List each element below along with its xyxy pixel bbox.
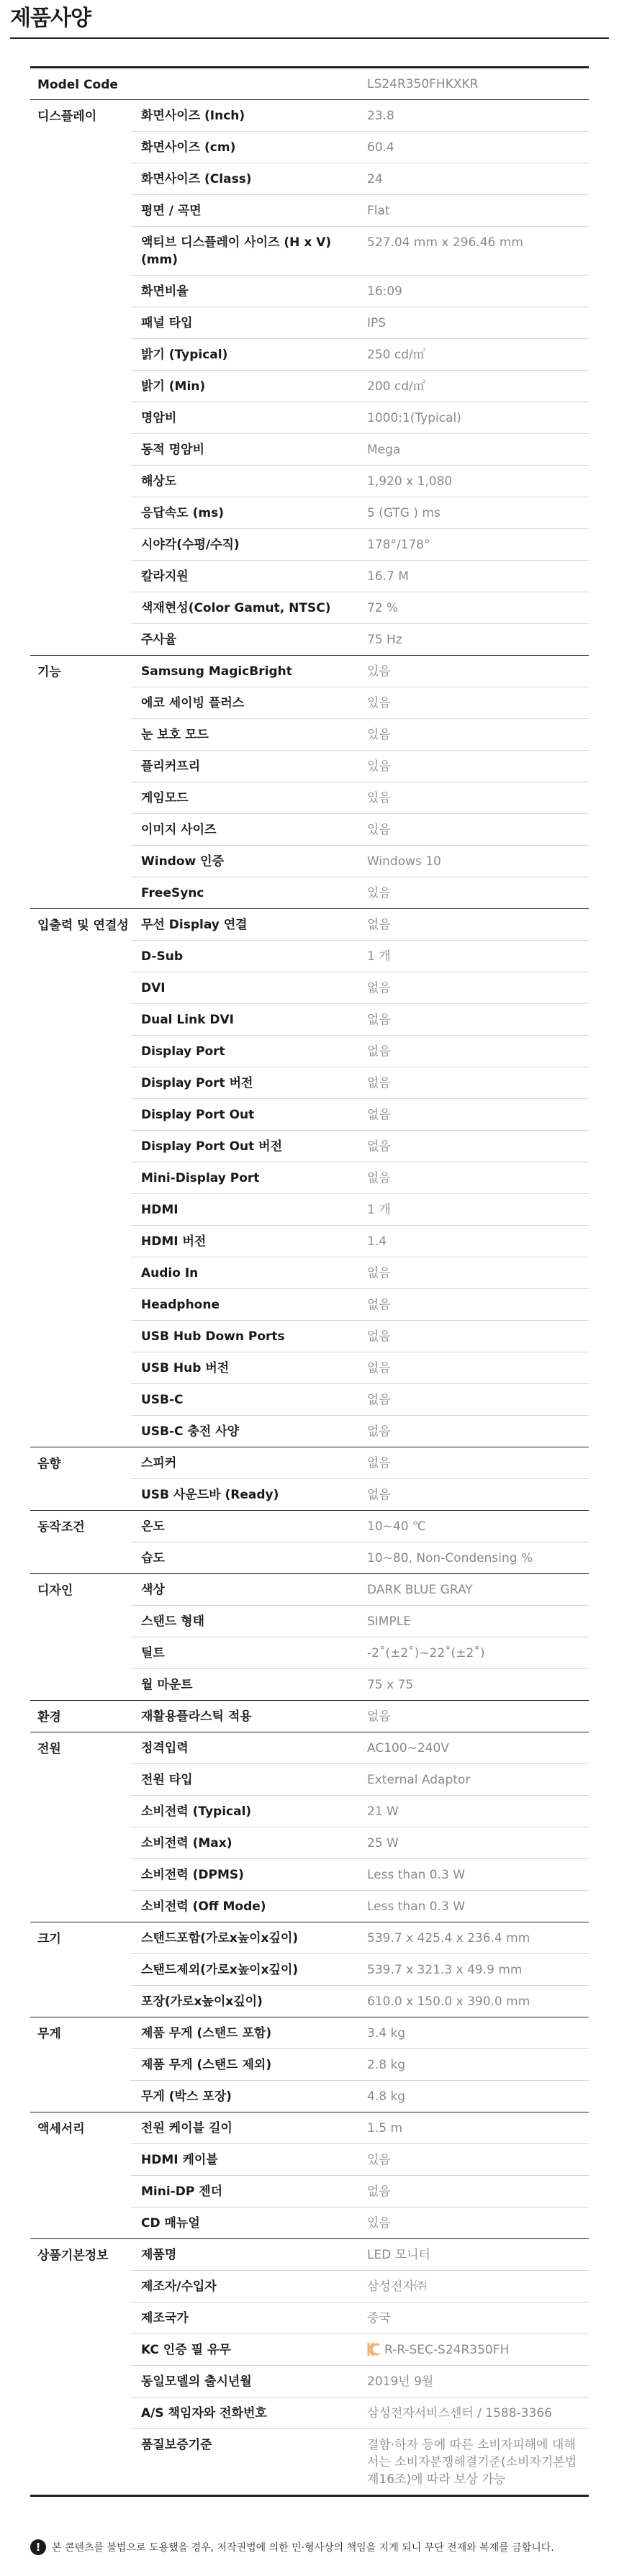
- spec-label: 시야각(수평/수직): [141, 538, 240, 552]
- spec-row: [131, 2048, 589, 2080]
- spec-table: [30, 66, 589, 2497]
- spec-row: [131, 592, 589, 623]
- spec-value: 24: [367, 172, 383, 186]
- spec-label: 색재현성(Color Gamut, NTSC): [141, 601, 331, 615]
- spec-label: Mini-Display Port: [141, 1171, 260, 1185]
- spec-row: [131, 402, 589, 433]
- spec-row: [131, 1130, 589, 1162]
- spec-label: 눈 보호 모드: [141, 728, 209, 742]
- spec-value: 없음: [367, 1361, 391, 1375]
- spec-label: USB 사운드바 (Ready): [141, 1488, 279, 1502]
- section-rows: [131, 1701, 589, 1732]
- spec-row: [131, 813, 589, 845]
- spec-value: 없음: [367, 1424, 391, 1439]
- spec-value: 1000:1(Typical): [367, 411, 461, 425]
- spec-value: 527.04 mm x 296.46 mm: [367, 235, 523, 250]
- model-code-row: [30, 68, 589, 99]
- spec-value: 없음: [367, 981, 391, 995]
- spec-value: 없음: [367, 1456, 391, 1470]
- spec-label: 에코 세이빙 플러스: [141, 696, 245, 710]
- spec-row: [131, 1383, 589, 1415]
- spec-row: [131, 782, 589, 813]
- spec-label: Samsung MagicBright: [141, 664, 292, 679]
- spec-value: Less than 0.3 W: [367, 1868, 466, 1882]
- spec-value: 삼성전자서비스센터 / 1588-3366: [367, 2406, 552, 2421]
- spec-label: FreeSync: [141, 886, 204, 900]
- spec-value: Windows 10: [367, 854, 441, 869]
- spec-value: Flat: [367, 204, 390, 218]
- spec-section: [30, 1573, 589, 1700]
- spec-label: 정격입력: [141, 1741, 189, 1755]
- spec-label: HDMI 케이블: [141, 2153, 218, 2167]
- spec-label: 월 마운트: [141, 1678, 193, 1692]
- section-label: 액세서리: [37, 2122, 85, 2136]
- spec-label: Display Port 버전: [141, 1076, 253, 1090]
- spec-label: 전원 케이블 길이: [141, 2121, 232, 2136]
- spec-row: [131, 1035, 589, 1067]
- spec-value: 72 %: [367, 601, 399, 615]
- spec-row: [131, 2239, 589, 2270]
- spec-value: 없음: [367, 1044, 391, 1059]
- spec-label: 제조자/수입자: [141, 2279, 217, 2294]
- section-rows: [131, 1511, 589, 1573]
- spec-value: LED 모니터: [367, 2248, 430, 2262]
- spec-label: 품질보증기준: [141, 2438, 212, 2452]
- section-rows: [131, 2112, 589, 2238]
- spec-row: [131, 1447, 589, 1478]
- spec-label: 틸트: [141, 1646, 165, 1660]
- spec-label: 무선 Display 연결: [141, 918, 248, 932]
- spec-value: IPS: [367, 316, 387, 330]
- spec-label: HDMI 버전: [141, 1234, 207, 1249]
- section-rows: [131, 1447, 589, 1510]
- notice-text: 본 콘텐츠를 불법으로 도용했을 경우, 저작권법에 의한 민·형사상의 책임을 지게 되니 무단 전재와 복제를 금합니다.: [52, 2542, 554, 2554]
- spec-row: [131, 194, 589, 226]
- section-label: 동작조건: [37, 1520, 85, 1535]
- spec-row: [131, 1701, 589, 1732]
- spec-value: 있음: [367, 2153, 391, 2167]
- spec-label: 스탠드 형태: [141, 1614, 205, 1629]
- spec-value: 23.8: [367, 109, 394, 123]
- spec-row: [131, 1288, 589, 1320]
- spec-value: 있음: [367, 728, 391, 742]
- spec-row: [131, 2112, 589, 2143]
- spec-value: 539.7 x 321.3 x 49.9 mm: [367, 1963, 523, 1977]
- spec-row: [131, 2080, 589, 2112]
- spec-value: 1.4: [367, 1234, 387, 1249]
- spec-value: 없음: [367, 1393, 391, 1407]
- spec-row: [131, 465, 589, 497]
- spec-row: [131, 2207, 589, 2238]
- spec-row: [131, 307, 589, 338]
- spec-row: [131, 1257, 589, 1288]
- spec-label: 제품 무게 (스탠드 포함): [141, 2026, 272, 2041]
- section-rows: [131, 1732, 589, 1922]
- spec-row: [131, 2333, 589, 2365]
- spec-value: 없음: [367, 1266, 391, 1280]
- spec-value: 삼성전자㈜: [367, 2279, 427, 2294]
- spec-value: -2˚(±2˚)~22˚(±2˚): [367, 1646, 485, 1660]
- spec-row: [131, 2270, 589, 2302]
- spec-row: [131, 687, 589, 718]
- spec-value: 1 개: [367, 1203, 391, 1217]
- spec-label: 소비전력 (Typical): [141, 1804, 252, 1819]
- spec-row: [131, 1320, 589, 1352]
- title-bar: [0, 0, 619, 42]
- spec-value: 결함·하자 등에 따른 소비자피해에 대해서는 소비자분쟁해결기준(소비자기본법 제16조)에 따라 보상 가능: [367, 2438, 577, 2487]
- spec-label: 플리커프리: [141, 759, 201, 774]
- section-label: 크기: [37, 1932, 61, 1946]
- spec-row: [131, 2397, 589, 2428]
- spec-row: [131, 1827, 589, 1858]
- spec-label: Display Port Out: [141, 1108, 255, 1122]
- spec-row: [131, 1352, 589, 1383]
- spec-row: [131, 497, 589, 528]
- spec-value: DARK BLUE GRAY: [367, 1583, 473, 1597]
- spec-row: [131, 1795, 589, 1827]
- spec-row: [131, 1415, 589, 1447]
- spec-label: 동일모델의 출시년월: [141, 2374, 252, 2389]
- spec-label: 무게 (박스 포장): [141, 2089, 232, 2104]
- spec-row: [131, 1985, 589, 2017]
- spec-label: USB Hub Down Ports: [141, 1329, 285, 1344]
- spec-row: [131, 338, 589, 370]
- spec-label: 응답속도 (ms): [141, 506, 224, 520]
- page-title: 제품사양: [10, 6, 91, 31]
- spec-label: Audio In: [141, 1266, 199, 1280]
- spec-value: 없음: [367, 1076, 391, 1090]
- spec-value: 없음: [367, 1329, 391, 1344]
- spec-section: [30, 1732, 589, 1922]
- spec-value: External Adaptor: [367, 1773, 471, 1787]
- spec-value: 중국: [367, 2311, 391, 2326]
- spec-label: 이미지 사이즈: [141, 823, 217, 837]
- section-rows: [131, 2017, 589, 2112]
- spec-value: 1 개: [367, 949, 391, 964]
- spec-value: 250 cd/㎡: [367, 348, 425, 362]
- spec-label: Display Port: [141, 1044, 225, 1059]
- section-rows: [131, 1574, 589, 1700]
- spec-row: [131, 100, 589, 131]
- spec-section: [30, 1447, 589, 1510]
- spec-label: D-Sub: [141, 949, 183, 964]
- spec-row: [131, 2143, 589, 2175]
- spec-label: HDMI: [141, 1203, 179, 1217]
- spec-label: Dual Link DVI: [141, 1013, 235, 1027]
- spec-row: [131, 370, 589, 402]
- spec-row: [131, 1637, 589, 1668]
- section-rows: [131, 909, 589, 1447]
- spec-label: 스탠드포함(가로x높이x깊이): [141, 1931, 299, 1945]
- spec-label: 색상: [141, 1583, 165, 1597]
- spec-label: 동적 명암비: [141, 443, 205, 457]
- spec-row: [131, 909, 589, 940]
- spec-label: 포장(가로x높이x깊이): [141, 1994, 263, 2009]
- spec-section: [30, 1700, 589, 1732]
- spec-label: 해상도: [141, 474, 177, 489]
- spec-value: 있음: [367, 886, 391, 900]
- spec-value: 3.4 kg: [367, 2026, 406, 2041]
- spec-row: [131, 1225, 589, 1257]
- spec-row: [131, 845, 589, 877]
- spec-row: [131, 1067, 589, 1098]
- spec-row: [131, 2017, 589, 2048]
- spec-label: DVI: [141, 981, 166, 995]
- spec-value: 없음: [367, 1013, 391, 1027]
- spec-label: 온도: [141, 1519, 165, 1534]
- spec-label: 화면사이즈 (Inch): [141, 109, 245, 123]
- spec-value: SIMPLE: [367, 1614, 411, 1629]
- spec-value: AC100~240V: [367, 1741, 449, 1755]
- spec-value: 1.5 m: [367, 2121, 402, 2136]
- spec-label: 습도: [141, 1551, 165, 1565]
- spec-value: 178°/178°: [367, 538, 430, 552]
- spec-row: [131, 1668, 589, 1700]
- spec-row: [131, 877, 589, 908]
- spec-section: [30, 655, 589, 908]
- spec-section: [30, 99, 589, 655]
- spec-label: 전원 타입: [141, 1773, 193, 1787]
- spec-section: [30, 2017, 589, 2112]
- spec-value: 없음: [367, 1488, 391, 1502]
- spec-value: 2.8 kg: [367, 2058, 406, 2072]
- kc-number: R-R-SEC-S24R350FH: [384, 2343, 510, 2357]
- spec-row: [131, 226, 589, 275]
- spec-label: USB-C: [141, 1393, 184, 1407]
- spec-label: A/S 책임자와 전화번호: [141, 2406, 267, 2421]
- spec-label: 평면 / 곡면: [141, 204, 202, 218]
- section-rows: [131, 1922, 589, 2017]
- spec-row: [131, 1922, 589, 1953]
- spec-label: 화면비율: [141, 284, 189, 299]
- spec-value: 없음: [367, 1171, 391, 1185]
- spec-value: 있음: [367, 696, 391, 710]
- spec-row: [131, 623, 589, 655]
- spec-value: 10~80, Non-Condensing %: [367, 1551, 533, 1565]
- spec-value: 25 W: [367, 1836, 399, 1850]
- spec-section: [30, 908, 589, 1447]
- spec-section: [30, 1510, 589, 1573]
- spec-label: 밝기 (Typical): [141, 348, 228, 362]
- spec-row: [131, 1193, 589, 1225]
- spec-row: [131, 1098, 589, 1130]
- spec-value: 있음: [367, 2216, 391, 2231]
- section-label: 무게: [37, 2027, 61, 2041]
- spec-label: USB-C 충전 사양: [141, 1424, 240, 1439]
- spec-row: [131, 131, 589, 163]
- spec-label: 제조국가: [141, 2311, 189, 2326]
- spec-value: 16.7 M: [367, 569, 409, 584]
- spec-value: 있음: [367, 823, 391, 837]
- spec-label: 액티브 디스플레이 사이즈 (H x V) (mm): [141, 235, 332, 267]
- spec-value: 있음: [367, 791, 391, 805]
- spec-row: [131, 1511, 589, 1542]
- copyright-notice: [30, 2539, 599, 2555]
- spec-label: 스피커: [141, 1456, 177, 1470]
- spec-label: 소비전력 (DPMS): [141, 1868, 244, 1882]
- model-code-label: Model Code: [37, 78, 118, 92]
- section-rows: [131, 100, 589, 655]
- spec-row: [131, 1953, 589, 1985]
- spec-label: KC 인증 필 유무: [141, 2343, 231, 2357]
- spec-value: 2019년 9월: [367, 2374, 434, 2389]
- spec-value: Less than 0.3 W: [367, 1899, 466, 1914]
- spec-row: [131, 718, 589, 750]
- title-divider: [10, 37, 609, 39]
- spec-row: [131, 1605, 589, 1637]
- spec-row: [131, 972, 589, 1003]
- spec-value: 없음: [367, 1139, 391, 1154]
- spec-section: [30, 1922, 589, 2017]
- spec-label: 화면사이즈 (cm): [141, 140, 236, 155]
- spec-value: 있음: [367, 759, 391, 774]
- spec-label: 칼라지원: [141, 569, 189, 584]
- spec-label: 소비전력 (Max): [141, 1836, 232, 1850]
- spec-row: [131, 1858, 589, 1890]
- spec-label: 주사율: [141, 633, 177, 647]
- spec-label: CD 매뉴얼: [141, 2216, 200, 2231]
- spec-label: 재활용플라스틱 적용: [141, 1709, 252, 1724]
- section-rows: [131, 2239, 589, 2495]
- spec-value: 75 Hz: [367, 633, 402, 647]
- spec-row: [131, 1542, 589, 1573]
- spec-label: Mini-DP 젠더: [141, 2184, 223, 2199]
- spec-label: 게임모드: [141, 791, 189, 805]
- spec-value: Mega: [367, 443, 401, 457]
- spec-value: 1,920 x 1,080: [367, 474, 453, 489]
- spec-row: [131, 750, 589, 782]
- spec-row: [131, 656, 589, 687]
- spec-section: [30, 2238, 589, 2495]
- section-label: 디스플레이: [37, 109, 97, 124]
- spec-row: [131, 275, 589, 307]
- spec-label: Display Port Out 버전: [141, 1139, 283, 1154]
- spec-value: 16:09: [367, 284, 402, 299]
- spec-value: 없음: [367, 1298, 391, 1312]
- spec-label: 소비전력 (Off Mode): [141, 1899, 266, 1914]
- spec-label: USB Hub 버전: [141, 1361, 230, 1375]
- spec-row: [131, 1890, 589, 1922]
- kc-certification-icon: [367, 2342, 380, 2356]
- spec-value: 10~40 ℃: [367, 1519, 427, 1534]
- spec-value: 60.4: [367, 140, 394, 155]
- spec-label: 제품명: [141, 2248, 177, 2262]
- spec-row: [131, 1478, 589, 1510]
- spec-row: [131, 1763, 589, 1795]
- section-label: 전원: [37, 1742, 61, 1756]
- spec-row: [131, 528, 589, 560]
- spec-value: 없음: [367, 1108, 391, 1122]
- spec-section: [30, 2112, 589, 2238]
- spec-row: [131, 1732, 589, 1763]
- spec-row: [131, 2175, 589, 2207]
- spec-row: [131, 940, 589, 972]
- spec-value: 75 x 75: [367, 1678, 414, 1692]
- spec-value: 539.7 x 425.4 x 236.4 mm: [367, 1931, 530, 1945]
- spec-row: [131, 1162, 589, 1193]
- spec-value: 610.0 x 150.0 x 390.0 mm: [367, 1994, 530, 2009]
- spec-row: [131, 2365, 589, 2397]
- spec-row: [131, 1574, 589, 1605]
- model-code-value: LS24R350FHKXKR: [367, 77, 479, 91]
- spec-label: 밝기 (Min): [141, 379, 206, 394]
- spec-label: 패널 타입: [141, 316, 193, 330]
- spec-value: 없음: [367, 2184, 391, 2199]
- spec-label: Window 인증: [141, 854, 224, 869]
- spec-label: 제품 무게 (스탠드 제외): [141, 2058, 272, 2072]
- spec-value: 없음: [367, 918, 391, 932]
- spec-label: 화면사이즈 (Class): [141, 172, 252, 186]
- spec-row: [131, 2428, 589, 2495]
- spec-row: [131, 1003, 589, 1035]
- section-rows: [131, 656, 589, 908]
- spec-label: Headphone: [141, 1298, 220, 1312]
- spec-label: 명암비: [141, 411, 177, 425]
- spec-value: 있음: [367, 664, 391, 679]
- section-label: 상품기본정보: [37, 2249, 109, 2263]
- spec-row: [131, 2302, 589, 2333]
- exclamation-icon: !: [30, 2539, 46, 2555]
- spec-row: [131, 560, 589, 592]
- spec-value: [361, 2334, 589, 2365]
- spec-value: 4.8 kg: [367, 2089, 406, 2104]
- spec-row: [131, 433, 589, 465]
- section-label: 기능: [37, 665, 61, 679]
- spec-label: 스탠드제외(가로x높이x깊이): [141, 1963, 299, 1977]
- spec-row: [131, 163, 589, 194]
- section-label: 입출력 및 연결성: [37, 918, 129, 933]
- spec-value: 5 (GTG ) ms: [367, 506, 440, 520]
- section-label: 디자인: [37, 1583, 73, 1598]
- section-label: 음향: [37, 1457, 61, 1471]
- spec-value: 없음: [367, 1709, 391, 1724]
- section-label: 환경: [37, 1710, 61, 1725]
- spec-value: 21 W: [367, 1804, 399, 1819]
- spec-value: 200 cd/㎡: [367, 379, 425, 394]
